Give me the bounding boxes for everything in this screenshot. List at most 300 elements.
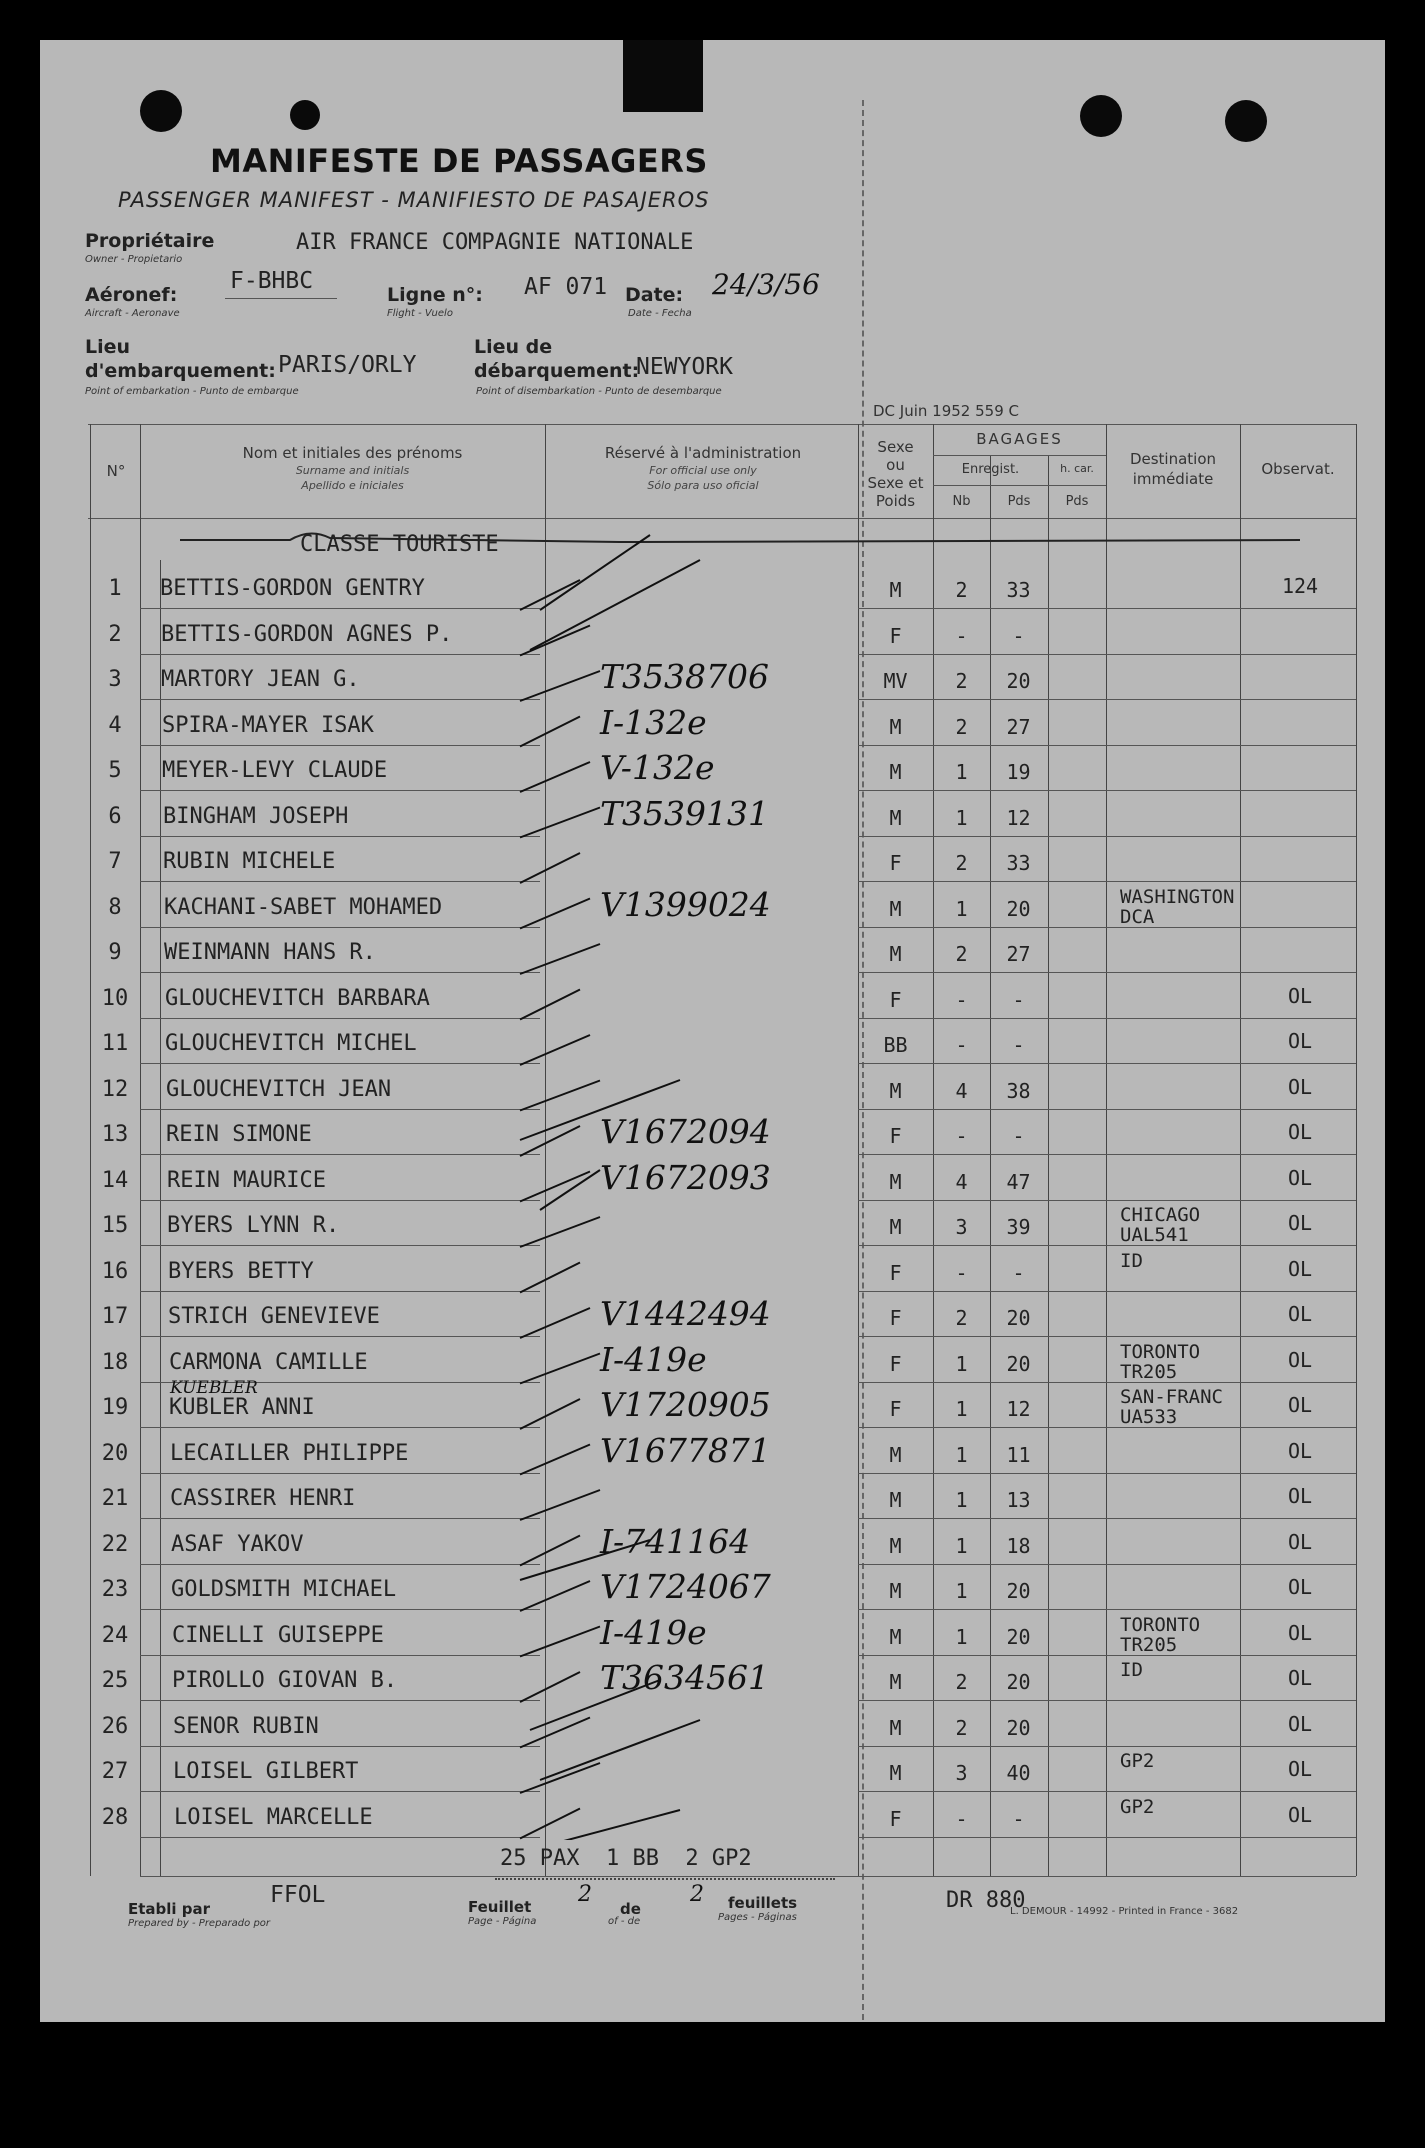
row-rule-right (858, 1200, 1356, 1201)
destination: CHICAGO UAL541 (1120, 1204, 1201, 1246)
check-stroke (530, 1810, 680, 1840)
col-name-sub2: Apellido e iniciales (301, 479, 404, 492)
punch-hole-right (1080, 95, 1122, 137)
baggage-count: 1 (955, 897, 968, 921)
check-stroke (520, 990, 580, 1020)
check-stroke (520, 1035, 590, 1065)
check-stroke (520, 1263, 580, 1293)
row-rule (140, 1154, 540, 1155)
col-no-header: N° (106, 462, 126, 480)
col-nb-header: Nb (952, 494, 971, 509)
official-reference: I-132e (600, 703, 707, 742)
row-number: 14 (101, 1168, 129, 1193)
passenger-name: CASSIRER HENRI (170, 1486, 356, 1511)
pages-label: feuillets (728, 1894, 798, 1912)
col-name-sub1: Surname and initials (295, 464, 410, 477)
observation: OL (1287, 1302, 1313, 1326)
row-rule-right (858, 790, 1356, 791)
prepared-label: Etabli par (128, 1900, 211, 1918)
baggage-count: 2 (955, 669, 968, 693)
row-rule (140, 1109, 540, 1110)
passenger-sex: M (889, 1443, 902, 1467)
row-rule-right (858, 1063, 1356, 1064)
baggage-weight: 40 (1006, 1761, 1031, 1785)
observation: OL (1287, 1075, 1313, 1099)
row-number: 1 (108, 576, 122, 601)
row-rule-right (858, 836, 1356, 837)
observation: OL (1287, 1393, 1313, 1417)
passenger-name: BINGHAM JOSEPH (163, 804, 349, 829)
destination: SAN-FRANC UA533 (1120, 1386, 1223, 1428)
passenger-sex: F (889, 1124, 902, 1148)
baggage-weight: 18 (1006, 1534, 1031, 1558)
baggage-weight: 12 (1006, 1397, 1031, 1421)
passenger-name: KACHANI-SABET MOHAMED (164, 895, 443, 920)
col-registered-header: Enregist. (961, 462, 1020, 477)
class-line: CLASSE TOURISTE (300, 532, 499, 557)
destination: ID (1120, 1659, 1143, 1681)
row-number: 8 (108, 895, 122, 920)
row-rule-right (858, 1700, 1356, 1701)
baggage-weight: 20 (1006, 897, 1031, 921)
prepared-value: FFOL (270, 1882, 326, 1908)
baggage-weight: 33 (1006, 578, 1031, 602)
row-rule (140, 1655, 540, 1656)
passenger-sex: F (889, 1306, 902, 1330)
check-stroke (520, 671, 600, 701)
table-top (88, 424, 1356, 425)
passenger-name: WEINMANN HANS R. (164, 940, 376, 965)
baggage-weight: - (1012, 624, 1025, 648)
official-reference: I-741164 (600, 1522, 751, 1561)
check-stroke (520, 1536, 580, 1566)
row-number: 15 (101, 1213, 129, 1238)
row-rule (140, 1837, 540, 1838)
row-number: 24 (101, 1623, 129, 1648)
row-number: 21 (101, 1486, 129, 1511)
check-stroke (520, 1627, 600, 1657)
official-reference: T3538706 (600, 657, 769, 696)
baggage-weight: - (1012, 1261, 1025, 1285)
passenger-name: LOISEL MARCELLE (174, 1805, 373, 1830)
row-rule (140, 1746, 540, 1747)
punch-hole-left-small (290, 100, 320, 130)
destination: ID (1120, 1250, 1143, 1272)
baggage-count: 1 (955, 1443, 968, 1467)
observation: 124 (1281, 574, 1319, 598)
observation: OL (1287, 1666, 1313, 1690)
passenger-sex: M (889, 1670, 902, 1694)
of-label: de (620, 1900, 641, 1918)
table-bottom (140, 1876, 1356, 1877)
passenger-name: ASAF YAKOV (171, 1532, 304, 1557)
row-rule-right (858, 1746, 1356, 1747)
embark-sub: Point of embarkation - Punto de embarque (85, 386, 299, 397)
baggage-weight: - (1012, 1033, 1025, 1057)
destination: TORONTO TR205 (1120, 1614, 1201, 1656)
row-rule-right (858, 745, 1356, 746)
baggage-count: 2 (955, 942, 968, 966)
row-rule-right (858, 927, 1356, 928)
passenger-name: GLOUCHEVITCH BARBARA (165, 986, 430, 1011)
row-number: 25 (101, 1668, 129, 1693)
row-rule (140, 836, 540, 837)
baggage-count: 1 (955, 1397, 968, 1421)
baggage-count: 1 (955, 1625, 968, 1649)
row-number: 2 (108, 622, 122, 647)
passenger-name: GLOUCHEVITCH JEAN (166, 1077, 392, 1102)
baggage-count: 1 (955, 1352, 968, 1376)
check-stroke (520, 1672, 580, 1702)
form-code: DC Juin 1952 559 C (873, 402, 1019, 420)
row-rule (140, 1518, 540, 1519)
official-reference: V1720905 (600, 1385, 771, 1424)
observation: OL (1287, 1484, 1313, 1508)
passenger-name: REIN MAURICE (167, 1168, 326, 1193)
observation: OL (1287, 1166, 1313, 1190)
baggage-count: - (955, 1033, 968, 1057)
passenger-sex: F (889, 988, 902, 1012)
row-number: 7 (108, 849, 122, 874)
row-rule (140, 1609, 540, 1610)
of-value: 2 (690, 1882, 704, 1907)
observation: OL (1287, 1757, 1313, 1781)
row-rule (140, 1791, 540, 1792)
row-number: 19 (101, 1395, 129, 1420)
passenger-name: BETTIS-GORDON AGNES P. (161, 622, 453, 647)
passenger-sex: M (889, 942, 902, 966)
official-reference: V1724067 (600, 1567, 771, 1606)
baggage-weight: 20 (1006, 1716, 1031, 1740)
date-sub: Date - Fecha (628, 308, 692, 319)
check-stroke (520, 762, 590, 792)
flight-label: Ligne n°: (387, 284, 483, 306)
col-sex-4: Poids (875, 492, 916, 510)
row-rule (140, 790, 540, 791)
row-rule (140, 608, 540, 609)
col-name-header: Nom et initiales des prénoms (242, 444, 463, 462)
col-reserved-header: Réservé à l'administration (604, 444, 802, 462)
row-rule-right (858, 1109, 1356, 1110)
passenger-sex: F (889, 624, 902, 648)
row-number: 17 (101, 1304, 129, 1329)
passenger-name: BYERS LYNN R. (167, 1213, 340, 1238)
observation: OL (1287, 1120, 1313, 1144)
sheet-sub: Page - Página (468, 1916, 537, 1927)
row-rule (140, 699, 540, 700)
passenger-name: RUBIN MICHELE (163, 849, 336, 874)
row-number: 9 (108, 940, 122, 965)
row-rule-right (858, 1018, 1356, 1019)
col-sex-3: Sexe et (867, 474, 924, 492)
passenger-name: MARTORY JEAN G. (161, 667, 360, 692)
observation: OL (1287, 1530, 1313, 1554)
aircraft-label: Aéronef: (85, 284, 178, 306)
passenger-name: LOISEL GILBERT (173, 1759, 359, 1784)
baggage-divider-2 (933, 485, 1106, 486)
baggage-weight: - (1012, 1124, 1025, 1148)
check-stroke (520, 717, 580, 747)
check-stroke (520, 899, 590, 929)
destination: WASHINGTON DCA (1120, 886, 1235, 928)
baggage-weight: - (1012, 988, 1025, 1012)
col-sex-2: ou (886, 456, 905, 474)
col-line-9 (1356, 424, 1357, 1876)
baggage-count: 4 (955, 1170, 968, 1194)
flight-value: AF 071 (524, 274, 608, 300)
disembark-label-1: Lieu de (474, 336, 553, 358)
passenger-sex: M (889, 1488, 902, 1512)
baggage-weight: 47 (1006, 1170, 1031, 1194)
baggage-count: - (955, 1261, 968, 1285)
row-number: 3 (108, 667, 122, 692)
aircraft-value: F-BHBC (230, 268, 314, 294)
row-rule-right (858, 1291, 1356, 1292)
row-rule-right (858, 654, 1356, 655)
verification-strokes (500, 520, 900, 1840)
row-rule-right (858, 1655, 1356, 1656)
check-stroke (520, 1490, 600, 1520)
baggage-count: 2 (955, 715, 968, 739)
col-hand-pds-header: Pds (1065, 494, 1089, 509)
row-rule (140, 972, 540, 973)
baggage-weight: 20 (1006, 1670, 1031, 1694)
table-header-bottom (88, 518, 1356, 519)
official-reference: V-132e (600, 748, 715, 787)
col-baggage-header: BAGAGES (976, 430, 1063, 448)
row-number: 16 (101, 1259, 129, 1284)
passenger-sex: M (889, 1716, 902, 1740)
official-reference: V1677871 (600, 1431, 771, 1470)
official-reference: V1442494 (600, 1294, 771, 1333)
row-rule (140, 1700, 540, 1701)
name-correction-annotation: KUEBLER (170, 1378, 258, 1398)
check-stroke (520, 580, 580, 610)
baggage-weight: 20 (1006, 1306, 1031, 1330)
baggage-weight: 20 (1006, 669, 1031, 693)
passenger-sex: M (889, 806, 902, 830)
binder-tab (623, 40, 703, 112)
official-reference: I-419e (600, 1613, 707, 1652)
baggage-weight: 13 (1006, 1488, 1031, 1512)
row-number: 4 (108, 713, 122, 738)
passenger-name: BYERS BETTY (168, 1259, 314, 1284)
row-rule-right (858, 1154, 1356, 1155)
footer-ref: DR 880 (946, 1888, 1026, 1913)
check-stroke (520, 808, 600, 838)
flight-sub: Flight - Vuelo (387, 308, 453, 319)
passenger-sex: M (889, 715, 902, 739)
baggage-weight: 19 (1006, 760, 1031, 784)
row-rule-right (858, 1336, 1356, 1337)
row-number: 11 (101, 1031, 129, 1056)
embark-value: PARIS/ORLY (278, 352, 417, 378)
official-reference: T3539131 (600, 794, 769, 833)
of-sub: of - de (608, 1916, 641, 1927)
aircraft-sub: Aircraft - Aeronave (85, 308, 180, 319)
row-rule (140, 1336, 540, 1337)
row-number: 26 (101, 1714, 129, 1739)
check-stroke (520, 1718, 590, 1748)
row-rule-right (858, 1473, 1356, 1474)
row-rule-right (858, 1382, 1356, 1383)
check-stroke (520, 1172, 590, 1202)
observation: OL (1287, 1348, 1313, 1372)
col-dest-header-2: immédiate (1132, 470, 1214, 488)
row-rule-right (858, 1427, 1356, 1428)
row-rule (140, 927, 540, 928)
baggage-count: 1 (955, 806, 968, 830)
baggage-count: - (955, 1124, 968, 1148)
baggage-weight: 20 (1006, 1352, 1031, 1376)
passenger-name: LECAILLER PHILIPPE (170, 1441, 409, 1466)
row-rule (140, 654, 540, 655)
row-rule (140, 1291, 540, 1292)
col-obs-header: Observat. (1261, 460, 1335, 478)
baggage-count: 1 (955, 760, 968, 784)
punch-hole-left (140, 90, 182, 132)
printer-line: L. DEMOUR - 14992 - Printed in France - 3682 (1010, 1906, 1239, 1917)
embark-label-1: Lieu (85, 336, 131, 358)
passenger-sex: M (889, 1079, 902, 1103)
totals: 25 PAX 1 BB 2 GP2 (500, 1846, 752, 1871)
row-rule (140, 1018, 540, 1019)
observation: OL (1287, 984, 1313, 1008)
observation: OL (1287, 1621, 1313, 1645)
row-rule (140, 1473, 540, 1474)
check-stroke (520, 1354, 600, 1384)
baggage-weight: 27 (1006, 715, 1031, 739)
baggage-weight: 33 (1006, 851, 1031, 875)
observation: OL (1287, 1029, 1313, 1053)
row-number: 20 (101, 1441, 129, 1466)
check-stroke (520, 1809, 580, 1839)
check-stroke (520, 1445, 590, 1475)
form-title: MANIFESTE DE PASSAGERS (210, 142, 708, 180)
passenger-sex: M (889, 1215, 902, 1239)
baggage-weight: 20 (1006, 1625, 1031, 1649)
row-rule-right (858, 1245, 1356, 1246)
check-stroke (520, 626, 590, 656)
aircraft-underline (225, 298, 337, 299)
passenger-sex: BB (883, 1033, 908, 1057)
row-rule (140, 1564, 540, 1565)
owner-value: AIR FRANCE COMPAGNIE NATIONALE (296, 230, 694, 255)
row-rule (140, 745, 540, 746)
passenger-name: SENOR RUBIN (173, 1714, 319, 1739)
row-number: 18 (101, 1350, 129, 1375)
row-rule-right (858, 1837, 1356, 1838)
official-reference: V1672094 (600, 1112, 771, 1151)
check-stroke (520, 1763, 600, 1793)
check-stroke (520, 1540, 650, 1580)
passenger-sex: M (889, 897, 902, 921)
disembark-label-2: débarquement: (474, 360, 640, 382)
row-rule-right (858, 1609, 1356, 1610)
row-rule (140, 1245, 540, 1246)
passenger-sex: M (889, 1170, 902, 1194)
baggage-count: - (955, 624, 968, 648)
baggage-weight: 39 (1006, 1215, 1031, 1239)
observation: OL (1287, 1257, 1313, 1281)
check-stroke (520, 1081, 600, 1111)
disembark-value: NEWYORK (636, 354, 733, 380)
row-number: 6 (108, 804, 122, 829)
owner-sub: Owner - Propietario (85, 254, 183, 265)
baggage-count: 1 (955, 1579, 968, 1603)
col-reserved-sub2: Sólo para uso oficial (647, 479, 759, 492)
date-label: Date: (625, 284, 684, 306)
passenger-name: BETTIS-GORDON GENTRY (160, 576, 425, 601)
passenger-sex: M (889, 578, 902, 602)
row-rule-right (858, 608, 1356, 609)
observation: OL (1287, 1575, 1313, 1599)
passenger-name: SPIRA-MAYER ISAK (162, 713, 374, 738)
baggage-count: 2 (955, 851, 968, 875)
row-number: 5 (108, 758, 122, 783)
row-rule (140, 1063, 540, 1064)
embark-label-2: d'embarquement: (85, 360, 276, 382)
passenger-name: CINELLI GUISEPPE (172, 1623, 384, 1648)
row-rule-right (858, 1564, 1356, 1565)
passenger-sex: M (889, 760, 902, 784)
punch-hole-right-2 (1225, 100, 1267, 142)
destination: GP2 (1120, 1750, 1155, 1772)
observation: OL (1287, 1211, 1313, 1235)
official-reference: T3634561 (600, 1658, 769, 1697)
destination: GP2 (1120, 1796, 1155, 1818)
sheet-value: 2 (578, 1882, 592, 1907)
passenger-sex: F (889, 1397, 902, 1421)
passenger-sex: M (889, 1579, 902, 1603)
baggage-count: 3 (955, 1761, 968, 1785)
passenger-name: CARMONA CAMILLE (169, 1350, 368, 1375)
observation: OL (1287, 1439, 1313, 1463)
check-stroke (520, 1126, 580, 1156)
row-rule-right (858, 972, 1356, 973)
passenger-name: GOLDSMITH MICHAEL (171, 1577, 397, 1602)
official-reference: V1399024 (600, 885, 771, 924)
baggage-count: 4 (955, 1079, 968, 1103)
row-number: 23 (101, 1577, 129, 1602)
row-number: 10 (101, 986, 129, 1011)
baggage-count: 1 (955, 1488, 968, 1512)
row-rule (140, 1200, 540, 1201)
observation: OL (1287, 1712, 1313, 1736)
baggage-count: - (955, 988, 968, 1012)
baggage-divider (933, 455, 1106, 456)
passenger-sex: M (889, 1761, 902, 1785)
owner-label: Propriétaire (85, 230, 215, 252)
check-stroke (520, 1217, 600, 1247)
check-stroke (520, 853, 580, 883)
form-subtitle: PASSENGER MANIFEST - MANIFIESTO DE PASAJEROS (118, 188, 710, 212)
passenger-sex: F (889, 851, 902, 875)
baggage-weight: 27 (1006, 942, 1031, 966)
official-reference: I-419e (600, 1340, 707, 1379)
baggage-count: 2 (955, 578, 968, 602)
row-rule-right (858, 1518, 1356, 1519)
row-rule (140, 1427, 540, 1428)
passenger-name: PIROLLO GIOVAN B. (172, 1668, 398, 1693)
pages-sub: Pages - Páginas (718, 1912, 797, 1923)
passenger-sex: M (889, 1534, 902, 1558)
passenger-name: STRICH GENEVIEVE (168, 1304, 380, 1329)
baggage-weight: - (1012, 1807, 1025, 1831)
prepared-sub: Prepared by - Preparado por (128, 1918, 271, 1929)
disembark-sub: Point of disembarkation - Punto de desembarque (476, 386, 722, 397)
baggage-count: 1 (955, 1534, 968, 1558)
